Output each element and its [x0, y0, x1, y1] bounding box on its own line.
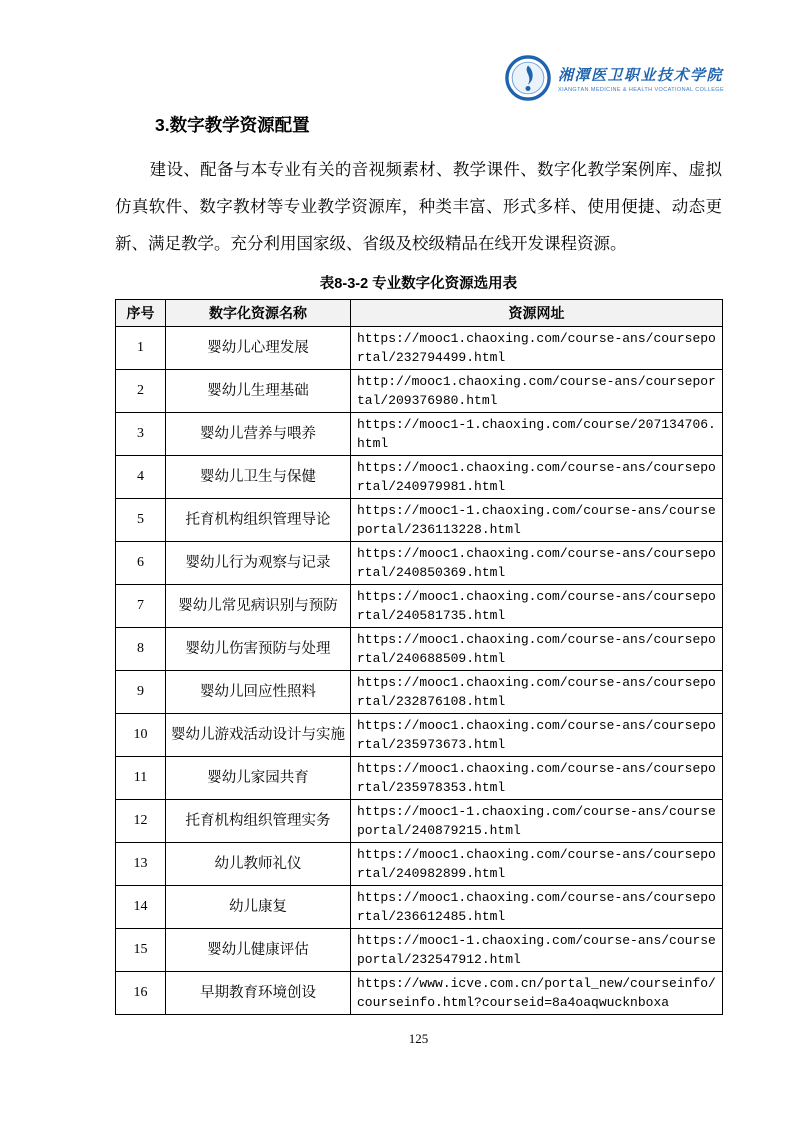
resource-name: 婴幼儿游戏活动设计与实施 — [166, 714, 351, 757]
resource-url: https://mooc1.chaoxing.com/course-ans/courseportal/235978353.html — [351, 757, 723, 800]
resource-url: https://mooc1-1.chaoxing.com/course-ans/courseportal/236113228.html — [351, 499, 723, 542]
resource-name: 幼儿康复 — [166, 886, 351, 929]
resource-name: 婴幼儿伤害预防与处理 — [166, 628, 351, 671]
resource-name: 婴幼儿回应性照料 — [166, 671, 351, 714]
resource-url: https://mooc1.chaoxing.com/course-ans/courseportal/240581735.html — [351, 585, 723, 628]
table-row — [116, 886, 723, 929]
resource-name: 婴幼儿营养与喂养 — [166, 413, 351, 456]
table-row — [116, 370, 723, 413]
row-number: 1 — [116, 327, 166, 370]
resource-url: https://mooc1-1.chaoxing.com/course-ans/courseportal/232547912.html — [351, 929, 723, 972]
resource-url: https://mooc1.chaoxing.com/course-ans/courseportal/236612485.html — [351, 886, 723, 929]
row-number: 7 — [116, 585, 166, 628]
resource-url: https://mooc1.chaoxing.com/course-ans/courseportal/232876108.html — [351, 671, 723, 714]
row-number: 11 — [116, 757, 166, 800]
resource-name: 婴幼儿心理发展 — [166, 327, 351, 370]
resource-name: 婴幼儿生理基础 — [166, 370, 351, 413]
body-paragraph: 建设、配备与本专业有关的音视频素材、教学课件、数字化教学案例库、虚拟仿真软件、数字教材等专业教学资源库，种类丰富、形式多样、使用便捷、动态更新、满足教学。充分利用国家级、省级及校级精品在线开发课程资源。 — [115, 160, 722, 253]
college-name-cn: 湘潭医卫职业技术学院 — [558, 67, 724, 84]
table-row — [116, 628, 723, 671]
table-row — [116, 800, 723, 843]
table-row — [116, 456, 723, 499]
row-number: 10 — [116, 714, 166, 757]
table-header-row — [116, 300, 723, 327]
row-number: 16 — [116, 972, 166, 1015]
header-url: 资源网址 — [351, 300, 723, 327]
table-row — [116, 585, 723, 628]
row-number: 2 — [116, 370, 166, 413]
table-row — [116, 714, 723, 757]
resource-url: https://mooc1.chaoxing.com/course-ans/courseportal/240688509.html — [351, 628, 723, 671]
resource-url: https://mooc1.chaoxing.com/course-ans/courseportal/240982899.html — [351, 843, 723, 886]
resource-name: 早期教育环境创设 — [166, 972, 351, 1015]
resource-url: https://www.icve.com.cn/portal_new/courseinfo/courseinfo.html?courseid=8a4oaqwucknboxa — [351, 972, 723, 1015]
resource-name: 婴幼儿常见病识别与预防 — [166, 585, 351, 628]
resource-url: https://mooc1.chaoxing.com/course-ans/courseportal/232794499.html — [351, 327, 723, 370]
table-row — [116, 843, 723, 886]
college-logo-icon — [505, 55, 551, 101]
row-number: 3 — [116, 413, 166, 456]
row-number: 4 — [116, 456, 166, 499]
page-number: 125 — [408, 1031, 429, 1046]
row-number: 14 — [116, 886, 166, 929]
row-number: 6 — [116, 542, 166, 585]
college-name — [558, 64, 724, 93]
resource-table — [115, 299, 723, 1015]
table-row — [116, 671, 723, 714]
resource-url: https://mooc1.chaoxing.com/course-ans/courseportal/235973673.html — [351, 714, 723, 757]
section-title: 3.数字教学资源配置 — [155, 115, 310, 135]
table-row — [116, 413, 723, 456]
row-number: 8 — [116, 628, 166, 671]
resource-url: https://mooc1.chaoxing.com/course-ans/courseportal/240850369.html — [351, 542, 723, 585]
college-logo — [505, 55, 724, 101]
resource-url: https://mooc1.chaoxing.com/course-ans/courseportal/240979981.html — [351, 456, 723, 499]
row-number: 5 — [116, 499, 166, 542]
resource-url: https://mooc1-1.chaoxing.com/course-ans/courseportal/240879215.html — [351, 800, 723, 843]
resource-name: 托育机构组织管理实务 — [166, 800, 351, 843]
resource-url: http://mooc1.chaoxing.com/course-ans/courseportal/209376980.html — [351, 370, 723, 413]
table-row — [116, 327, 723, 370]
resource-name: 幼儿教师礼仪 — [166, 843, 351, 886]
resource-url: https://mooc1-1.chaoxing.com/course/207134706.html — [351, 413, 723, 456]
row-number: 15 — [116, 929, 166, 972]
resource-name: 婴幼儿行为观察与记录 — [166, 542, 351, 585]
table-row — [116, 757, 723, 800]
table-row — [116, 929, 723, 972]
row-number: 12 — [116, 800, 166, 843]
row-number: 13 — [116, 843, 166, 886]
table-row — [116, 972, 723, 1015]
resource-name: 婴幼儿健康评估 — [166, 929, 351, 972]
header-name: 数字化资源名称 — [166, 300, 351, 327]
resource-name: 婴幼儿卫生与保健 — [166, 456, 351, 499]
resource-name: 托育机构组织管理导论 — [166, 499, 351, 542]
table-row — [116, 499, 723, 542]
row-number: 9 — [116, 671, 166, 714]
college-name-en: XIANGTAN MEDICINE & HEALTH VOCATIONAL COLLEGE — [558, 86, 725, 93]
table-row — [116, 542, 723, 585]
table-caption: 表8-3-2 专业数字化资源选用表 — [319, 276, 518, 292]
resource-name: 婴幼儿家园共育 — [166, 757, 351, 800]
header-no: 序号 — [116, 300, 166, 327]
